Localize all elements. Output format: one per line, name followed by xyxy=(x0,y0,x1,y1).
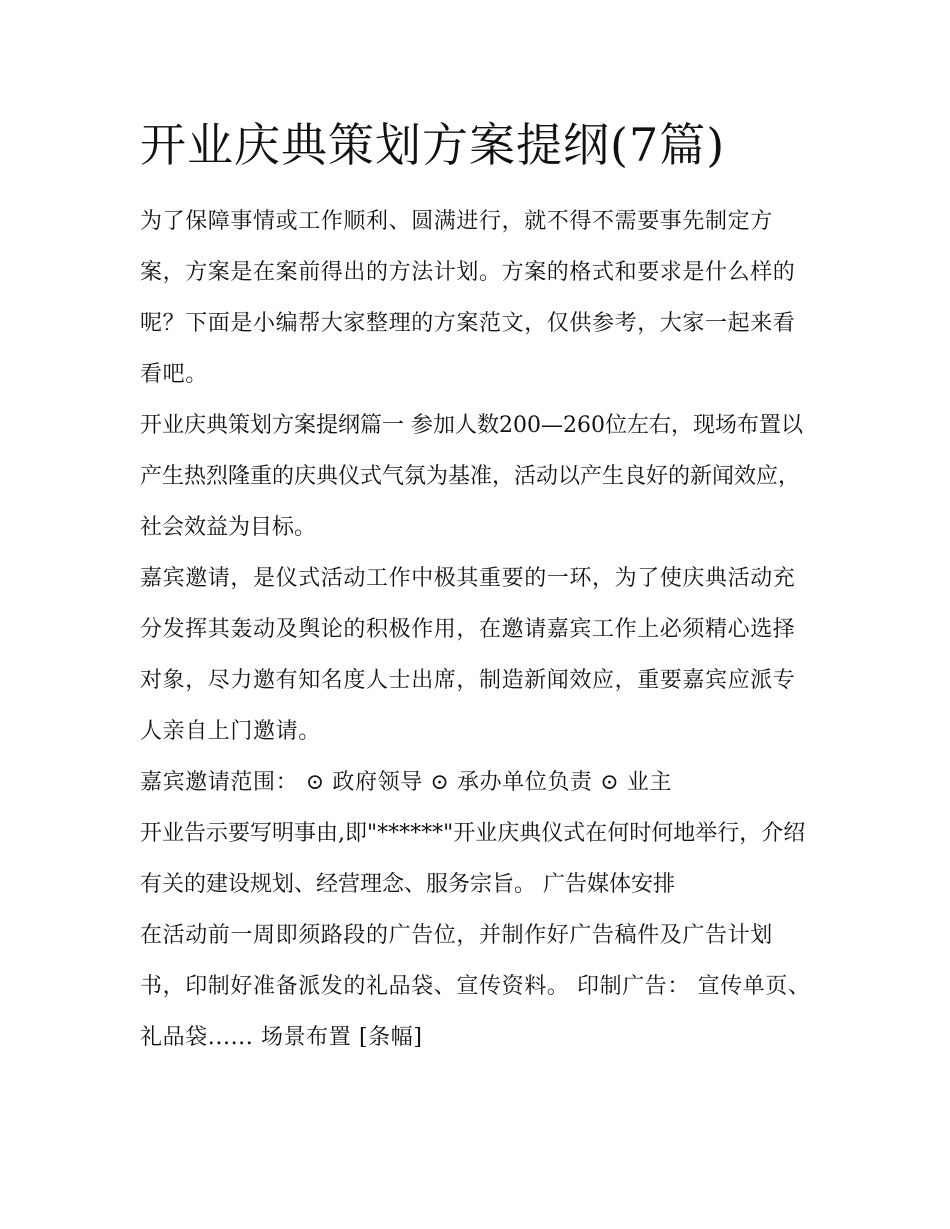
document-title: 开业庆典策划方案提纲(7篇) xyxy=(140,118,726,172)
guest-scope-paragraph: 嘉宾邀请范围： ⊙ 政府领导 ⊙ 承办单位负责 ⊙ 业主 xyxy=(140,770,673,795)
document-body xyxy=(140,196,812,1063)
opening-notice-paragraph: 开业告示要写明事由,即"******"开业庆典仪式在何时何地举行，介绍有关的建设规划、经营理念、服务宗旨。 广告媒体安排 xyxy=(140,821,806,897)
section-one-paragraph: 开业庆典策划方案提纲篇一 参加人数200—260位左右，现场布置以产生热烈隆重的庆典仪式气氛为基准，活动以产生良好的新闻效应，社会效益为目标。 xyxy=(140,413,803,540)
guest-invitation-paragraph: 嘉宾邀请，是仪式活动工作中极其重要的一环，为了使庆典活动充分发挥其轰动及舆论的积极作用，在邀请嘉宾工作上必须精心选择对象，尽力邀有知名度人士出席，制造新闻效应，重要嘉宾应派专人亲自上门邀请。 xyxy=(140,566,796,744)
advertising-paragraph: 在活动前一周即须路段的广告位，并制作好广告稿件及广告计划书，印制好准备派发的礼品袋、宣传资料。 印制广告： 宣传单页、礼品袋...... 场景布置 [条幅] xyxy=(140,923,811,1050)
intro-paragraph: 为了保障事情或工作顺利、圆满进行，就不得不需要事先制定方案，方案是在案前得出的方法计划。方案的格式和要求是什么样的呢？下面是小编帮大家整理的方案范文，仅供参考，大家一起来看看吧。 xyxy=(140,209,796,387)
